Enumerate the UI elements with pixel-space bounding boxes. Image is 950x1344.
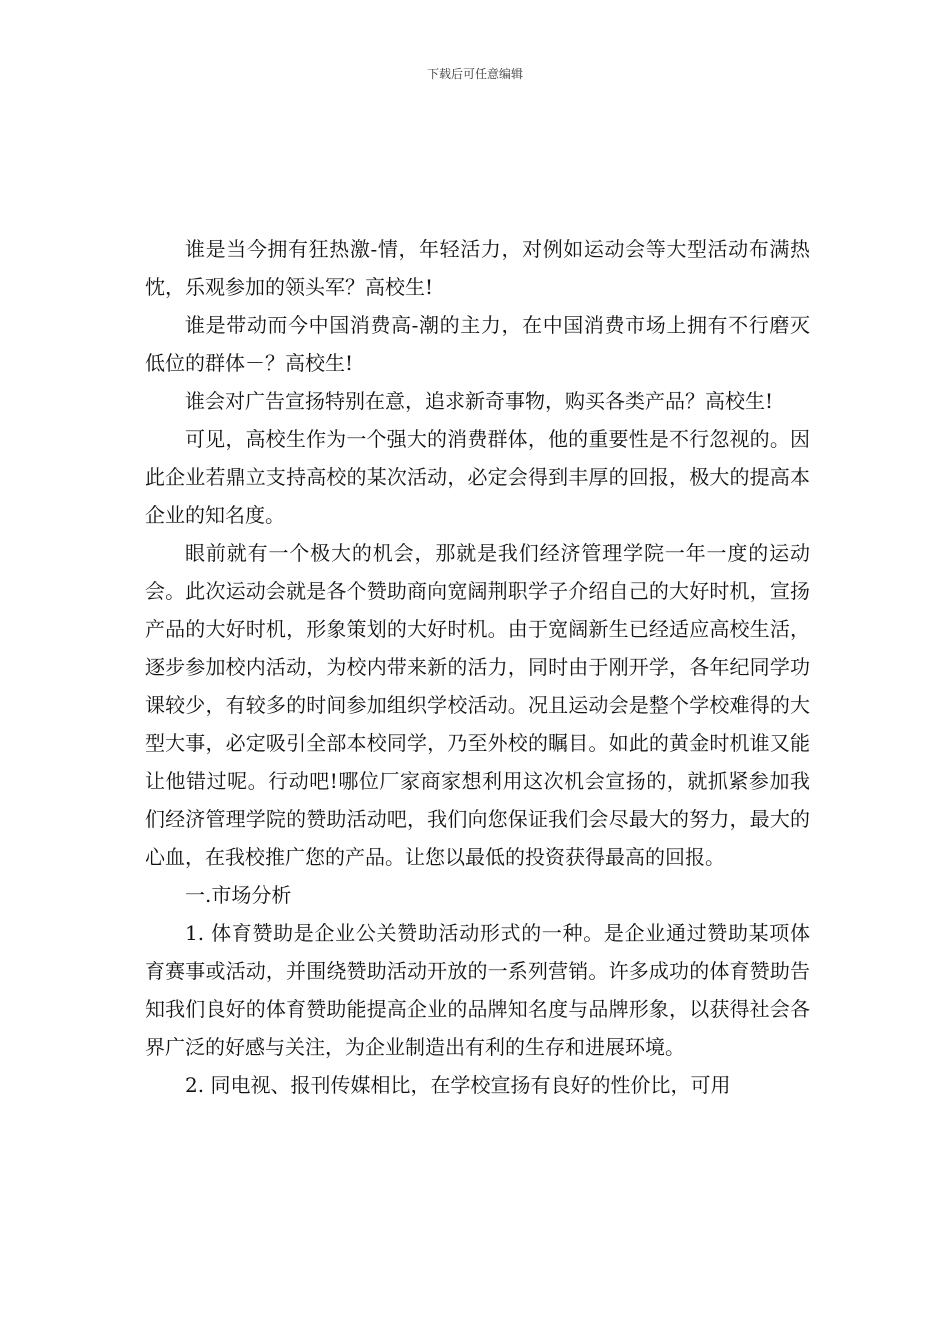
paragraph-sports-sponsorship: 1. 体育赞助是企业公关赞助活动形式的一种。是企业通过赞助某项体育赛事或活动，并围绕赞助活动开放的一系列营销。许多成功的体育赞助告知我们良好的体育赞助能提高企业的品牌知名度与品牌形象，以获得社会各界广泛的好感与关注，为企业制造出有利的生存和进展环境。 [145, 921, 810, 1059]
paragraph-intro-2: 谁是带动而今中国消费高-潮的主力，在中国消费市场上拥有不行磨灭低位的群体－？高校生! [145, 313, 810, 375]
section-heading-market-analysis: 一.市场分析 [185, 883, 292, 907]
page-header: 下载后可任意编辑 [426, 67, 523, 81]
document-body [145, 230, 810, 1104]
paragraph-media-comparison: 2. 同电视、报刊传媒相比，在学校宣扬有良好的性价比，可用 [185, 1073, 731, 1097]
paragraph-importance: 可见，高校生作为一个强大的消费群体，他的重要性是不行忽视的。因此企业若鼎立支持高校的某次活动，必定会得到丰厚的回报，极大的提高本企业的知名度。 [145, 427, 810, 527]
paragraph-intro-1: 谁是当今拥有狂热激-情，年轻活力，对例如运动会等大型活动布满热忱，乐观参加的领头军？高校生! [145, 237, 810, 299]
paragraph-intro-3: 谁会对广告宣扬特别在意，追求新奇事物，购买各类产品？高校生! [185, 389, 774, 413]
paragraph-opportunity: 眼前就有一个极大的机会，那就是我们经济管理学院一年一度的运动会。此次运动会就是各个赞助商向宽阔荆职学子介绍自己的大好时机，宣扬产品的大好时机，形象策划的大好时机。由于宽阔新生已经适应高校生活，逐步参加校内活动，为校内带来新的活力，同时由于刚开学，各年纪同学功课较少，有较多的时间参加组织学校活动。况且运动会是整个学校难得的大型大事，必定吸引全部本校同学，乃至外校的瞩目。如此的黄金时机谁又能让他错过呢。行动吧!哪位厂家商家想利用这次机会宣扬的，就抓紧参加我们经济管理学院的赞助活动吧，我们向您保证我们会尽最大的努力，最大的心血，在我校推广您的产品。让您以最低的投资获得最高的回报。 [145, 541, 810, 869]
